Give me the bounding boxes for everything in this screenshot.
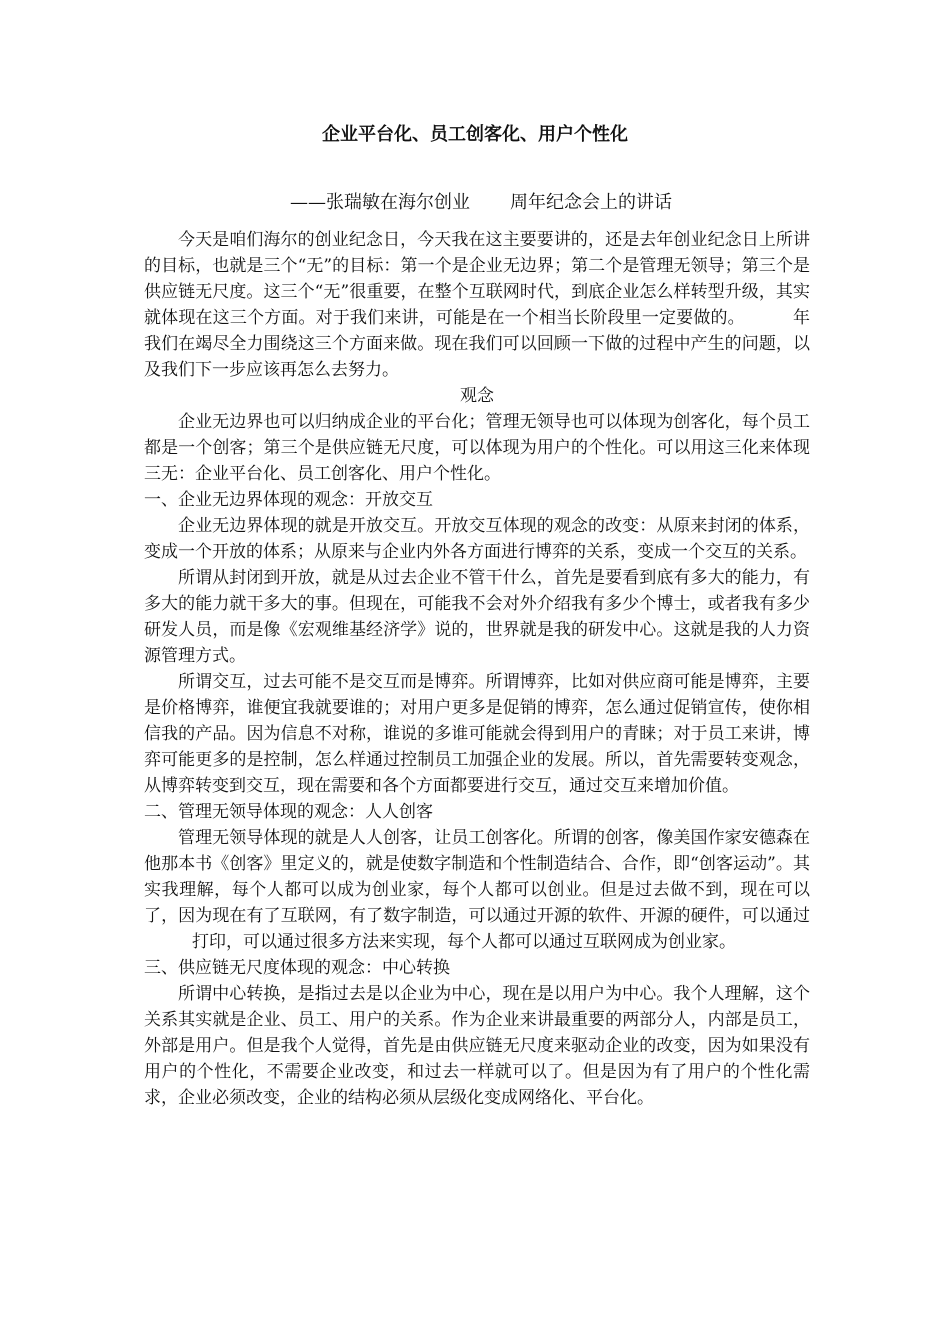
intro-part-2: 年我们在竭尽全力围绕这三个方面来做。现在我们可以回顾一下做的过程中产生的问题，以及我们下一步应该再怎么去努力。 bbox=[144, 308, 811, 380]
subtitle-part-2: 周年纪念会上的讲话 bbox=[510, 192, 672, 213]
heading-open-interaction: 一、企业无边界体现的观念：开放交互 bbox=[144, 490, 433, 510]
heading-center-shift: 三、供应链无尺度体现的观念：中心转换 bbox=[144, 958, 450, 978]
paragraph-open-interaction-1: 企业无边界体现的就是开放交互。开放交互体现的观念的改变：从原来封闭的体系，变成一个开放的体系；从原来与企业内外各方面进行博弈的关系，变成一个交互的关系。 bbox=[144, 516, 810, 562]
intro-part-1: 今天是咱们海尔的创业纪念日，今天我在这主要要讲的，还是去年创业纪念日上所讲的目标，也就是三个“无”的目标：第一个是企业无边界；第二个是管理无领导；第三个是供应链无尺度。这三个“无”很重要，在整个互联网时代，到底企业怎么样转型升级，其实就体现在这三个方面。对于我们来讲，可能是在一个相当长阶段里一定要做的。 bbox=[144, 230, 810, 328]
maker-part-1: 管理无领导体现的就是人人创客，让员工创客化。所谓的创客，像美国作家安德森在他那本书《创客》里定义的，就是使数字制造和个性制造结合、合作，即“创客运动”。其实我理解，每个人都可以成为创业家，每个人都可以创业。但是过去做不到，现在可以了，因为现在有了互联网，有了数字制造，可以通过开源的软件、开源的硬件，可以通过 bbox=[144, 828, 810, 926]
paragraph-open-interaction-2: 所谓从封闭到开放，就是从过去企业不管干什么，首先是要看到底有多大的能力，有多大的能力就干多大的事。但现在，可能我不会对外介绍我有多少个博士，或者我有多少研发人员，而是像《宏观维基经济学》说的，世界就是我的研发中心。这就是我的人力资源管理方式。 bbox=[144, 568, 810, 666]
paragraph-open-interaction-3: 所谓交互，过去可能不是交互而是博弈。所谓博弈，比如对供应商可能是博弈，主要是价格博弈，谁便宜我就要谁的；对用户更多是促销的博弈，怎么通过促销宣传，使你相信我的产品。因为信息不对称，谁说的多谁可能就会得到用户的青睐；对于员工来讲，博弈可能更多的是控制，怎么样通过控制员工加强企业的发展。所以，首先需要转变观念，从博弈转变到交互，现在需要和各个方面都要进行交互，通过交互来增加价值。 bbox=[144, 672, 810, 796]
subtitle-part-1: ——张瑞敏在海尔创业 bbox=[290, 192, 470, 213]
maker-part-2: 打印，可以通过很多方法来实现，每个人都可以通过互联网成为创业家。 bbox=[192, 932, 736, 952]
document-subtitle bbox=[290, 188, 810, 218]
concept-paragraph: 企业无边界也可以归纳成企业的平台化；管理无领导也可以体现为创客化，每个员工都是一个创客；第三个是供应链无尺度，可以体现为用户的个性化。可以用这三化来体现三无：企业平台化、员工创客化、用户个性化。 bbox=[144, 412, 810, 484]
document-body bbox=[144, 227, 810, 1111]
paragraph-everyone-maker bbox=[144, 825, 810, 955]
document-title: 企业平台化、员工创客化、用户个性化 bbox=[322, 124, 628, 145]
section-heading-concept: 观念 bbox=[460, 386, 494, 406]
intro-paragraph bbox=[144, 227, 810, 383]
heading-everyone-maker: 二、管理无领导体现的观念：人人创客 bbox=[144, 802, 433, 822]
paragraph-center-shift: 所谓中心转换，是指过去是以企业为中心，现在是以用户为中心。我个人理解，这个关系其实就是企业、员工、用户的关系。作为企业来讲最重要的两部分人，内部是员工，外部是用户。但是我个人觉得，首先是由供应链无尺度来驱动企业的改变，因为如果没有用户的个性化，不需要企业改变，和过去一样就可以了。但是因为有了用户的个性化需求，企业必须改变，企业的结构必须从层级化变成网络化、平台化。 bbox=[144, 984, 810, 1108]
